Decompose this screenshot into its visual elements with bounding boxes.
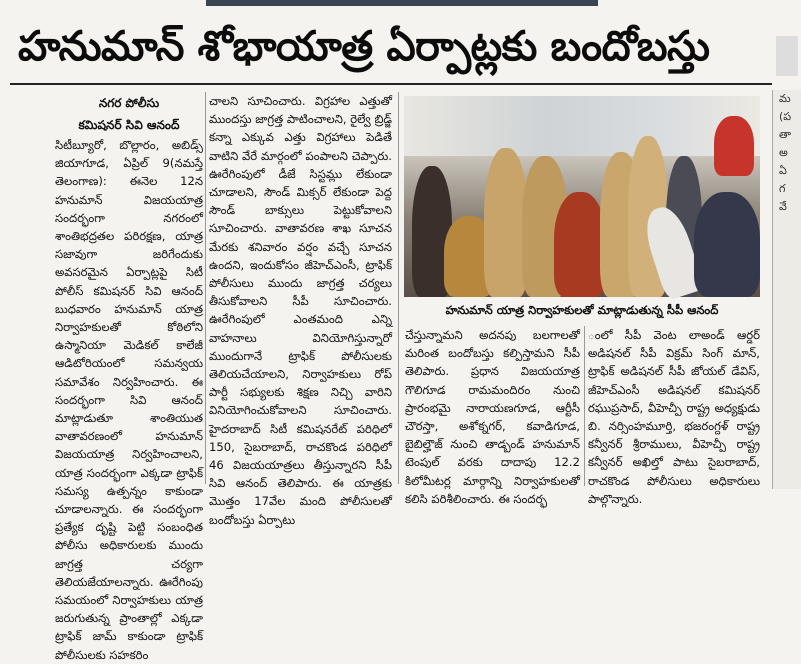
photo-person xyxy=(554,192,606,297)
column-divider xyxy=(398,92,399,484)
byline-line-1: నగర పోలీసు xyxy=(98,96,160,110)
byline-line-2: కమిషనర్ సివి ఆనంద్ xyxy=(78,118,180,132)
column-2-text: చాలని సూచించారు. విగ్రహాల ఎత్తుతో ముందస్తు జాగ్రత్త పాటించాలని, రైల్వే బ్రిడ్జ్ కన్నా ఎక్కువ ఎత్తు విగ్రహాలు పెడితే వాటిని వేరే మార్గంలో పంపాలని చెప్పారు. ఊరేగింపులో డీజే సిస్టమ్లు లేకుండా చూడాలని, సౌండ్ మిక్సర్ లేకుండా పెద్ద సౌండ్ బాక్సులు పెట్టుకోవాలని సూచించారు. వాతావరణ శాఖ సూచన మేరకు శనివారం వర్షం వచ్చే సూచన ఉందని, ఇందుకోసం జీహెచ్ఎంసీ, ట్రాఫిక్ పోలీసులు ముందు జాగ్రత్త చర్యలు తీసుకోవాలని సీపీ సూచించారు. ఊరేగింపులో ఎంతమంది ఎన్ని వాహనాలు వినియోగిస్తున్నారో ముందుగానే ట్రాఫిక్ పోలీసులకు తెలియచేయాలని, నిర్వాహకులు రోప్ పార్టీ సభ్యులకు శిక్షణ నిచ్చి వారిని వినియోగించుకోవాలని సూచించారు. హైదరాబాద్ సిటీ కమిషనరేట్ పరిధిలో 150, సైబరాబాద్, రాచకొండ పరిధిలో 46 విజయయాత్రలు తీస్తున్నారని సీపీ సివి ఆనంద్ తెలిపారు. ఈ యాత్రకు మొత్తం 17వేల మంది పోలీసులతో బందోబస్తు ఏర్పాటు xyxy=(209,94,392,527)
strip-fragment: అ xyxy=(779,146,788,159)
strip-fragment: మ xyxy=(779,92,791,105)
article-headline: హనుమాన్ శోభాయాత్ర ఏర్పాట్లకు బందోబస్తు xyxy=(18,22,710,70)
column-1-text: సిటీబ్యూరో, బొల్లారం, అబిడ్స్ జియాగూడ, ఏప్రిల్ 9(నమస్తే తెలంగాణ): ఈనెల 12న హనుమాన్ విజయయాత్ర సందర్భంగా నగరంలో శాంతిభద్రతల పరిరక్షణ, యాత్ర సజావుగా జరిగేందుకు అవసరమైన ఏర్పాట్లపై సిటీ పోలీస్ కమిషనర్ సివి ఆనంద్ బుధవారం హనుమాన్ యాత్ర నిర్వాహకులతో కోఠిలోని ఉస్మానియా మెడికల్ కాలేజీ ఆడిటోరియంలో సమన్వయ సమావేశం నిర్వహించారు. ఈ సందర్భంగా సివి ఆనంద్ మాట్లాడుతూ శాంతియుత వాతావరణంలో హనుమాన్ విజయయాత్ర నిర్వహించాలని, యాత్ర సందర్భంగా ఎక్కడా ట్రాఫిక్ సమస్య ఉత్పన్నం కాకుండా చూడాలన్నారు. ఈ సందర్భంగా ప్రత్యేక దృష్టి పెట్టి సంబంధిత పోలీసు అధికారులకు ముందు జాగ్రత్త చర్యగా తెలియజేయాలన్నారు. ఊరేగింపు సమయంలో నిర్వాహకులు యాత్ర జరుగుతున్న ప్రాంతాల్లో ఎక్కడా ట్రాఫిక్ జామ్ కాకుండా ట్రాఫిక్ పోలీసులకు సహకరిం xyxy=(55,138,203,662)
strip-fragment: వే xyxy=(779,200,787,213)
article-column-1 xyxy=(55,92,203,662)
strip-fragment: తా xyxy=(779,128,792,141)
column-divider xyxy=(205,92,206,484)
news-photo xyxy=(404,96,760,297)
column-divider xyxy=(584,326,585,486)
byline xyxy=(55,92,203,136)
strip-fragment: గ xyxy=(779,182,786,195)
column-3-text: చేస్తున్నామని అదనపు బలగాలతో మరింత బందోబస్తు కల్పిస్తామని సీపీ తెలిపారు. ప్రధాన విజయయాత్ర గౌలిగూడ రామమందిరం నుంచి ప్రారంభమై నారాయణగూడ, ఆర్టీసీ చౌరస్తా, అశోక్నగర్, కవాడిగూడ, బైబిల్హౌజ్ నుంచి తాడ్బండ్ హనుమాన్ టెంపుల్ వరకు దాదాపు 12.2 కిలోమీటర్ల మార్గాన్ని నిర్వాహకులతో కలిసి పరిశీలించారు. ఈ సందర్భ xyxy=(405,328,580,506)
top-color-bar xyxy=(206,0,598,6)
article-column-2 xyxy=(209,92,392,527)
strip-fragment: (ప xyxy=(779,110,792,123)
column-4-text: ంలో సీపీ వెంట లాఅండ్ ఆర్డర్ అడిషనల్ సీపీ విక్రమ్ సింగ్ మాన్, ట్రాఫిక్ అడిషనల్ సీపీ జోయల్ డేవిస్, జీహెచ్ఎంసీ అడిషనల్ కమిషనర్ రఘుప్రసాద్, వీహెచ్పీ రాష్ట్ర అధ్యక్షుడు బి. నర్సింహమూర్తి, భజరంగ్దళ్ రాష్ట్ర కన్వీనర్ శ్రీరాములు, వీహెచ్పీ రాష్ట్ర కన్వీనర్ అఖిల్తో పాటు సైబరాబాద్, రాచకొండ పోలీసులు అధికారులు పాల్గొన్నారు. xyxy=(588,328,760,506)
photo-caption: హనుమాన్ యాత్ర నిర్వాహకులతో మాట్లాడుతున్న సీపీ ఆనంద్ xyxy=(445,303,719,317)
strip-fragment: ఏ xyxy=(779,164,787,177)
headline-rule xyxy=(10,83,772,85)
article-column-3 xyxy=(405,326,580,506)
photo-banner xyxy=(714,116,754,176)
photo-background xyxy=(404,96,760,156)
article-column-4 xyxy=(588,326,760,506)
photo-person xyxy=(694,192,760,297)
neighbor-article-strip xyxy=(772,90,801,489)
neighbor-article-edge xyxy=(776,36,798,76)
